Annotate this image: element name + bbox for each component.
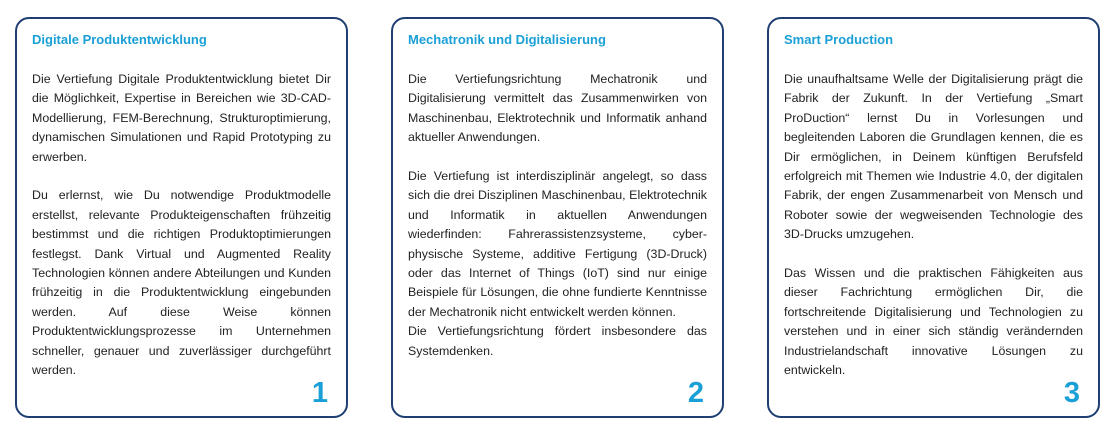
card-body — [408, 70, 707, 361]
card-paragraph: Die Vertiefung ist interdisziplinär angelegt, so dass sich die drei Disziplinen Maschinenbau, Elektrotechnik und Informatik in aktuellen Anwendungen wiederfinden: Fahrerassistenzsysteme, cyber-physische Systeme, additive Fertigung (3D-Druck) oder das Internet of Things (IoT) sind nur einige Beispiele für Lösungen, die ohne fundierte Kenntnisse der Mechatronik nicht entwickelt werden können. — [408, 169, 707, 319]
card-number: 2 — [687, 377, 704, 409]
card-title: Smart Production — [784, 32, 894, 47]
card-body — [32, 70, 331, 380]
card-number: 1 — [311, 377, 328, 409]
card-title: Digitale Produktentwicklung — [32, 32, 207, 47]
card-mechatronik-und-digitalisierung — [391, 17, 724, 418]
card-paragraph: Die unaufhaltsame Welle der Digitalisierung prägt die Fabrik der Zukunft. In der Vertiefung „Smart ProDuction“ lernst Du in Vorlesungen und begleitenden Laboren die Grundlagen kennen, die es Dir ermöglichen, in Deinem künftigen Berufsfeld erfolgreich mit Themen wie Industrie 4.0, der digitalen Fabrik, der engen Zusammenarbeit von Mensch und Roboter sowie der wegweisenden Technologie des 3D-Drucks umzugehen. — [784, 72, 1083, 242]
card-paragraph: Das Wissen und die praktischen Fähigkeiten aus dieser Fachrichtung ermöglichen Dir, die fortschreitende Digitalisierung und Technologien zu verstehen und in einer sich ständig verändernden Industrielandschaft innovative Lösungen zu entwickeln. — [784, 266, 1083, 378]
card-title: Mechatronik und Digitalisierung — [408, 32, 606, 47]
card-number: 3 — [1063, 377, 1080, 409]
card-body — [784, 70, 1083, 380]
card-paragraph: Du erlernst, wie Du notwendige Produktmodelle erstellst, relevante Produkteigenschaften frühzeitig bestimmst und die richtigen Produktoptimierungen festlegst. Dank Virtual und Augmented Reality Technologien können andere Abteilungen und Kunden frühzeitig in die Produktentwicklung eingebunden werden. Auf diese Weise können Produktentwicklungsprozesse im Unternehmen schneller, genauer und zuverlässiger durchgeführt werden. — [32, 188, 331, 378]
card-paragraph: Die Vertiefung Digitale Produktentwicklung bietet Dir die Möglichkeit, Expertise in Bereichen wie 3D-CAD-Modellierung, FEM-Berechnung, Strukturoptimierung, dynamischen Simulationen und Rapid Prototyping zu erwerben. — [32, 72, 331, 164]
card-digitale-produktentwicklung — [15, 17, 348, 418]
card-paragraph: Die Vertiefungsrichtung fördert insbesondere das Systemdenken. — [408, 324, 707, 358]
card-paragraph: Die Vertiefungsrichtung Mechatronik und Digitalisierung vermittelt das Zusammenwirken von Maschinenbau, Elektrotechnik und Informatik anhand aktueller Anwendungen. — [408, 72, 707, 145]
card-smart-production — [767, 17, 1100, 418]
